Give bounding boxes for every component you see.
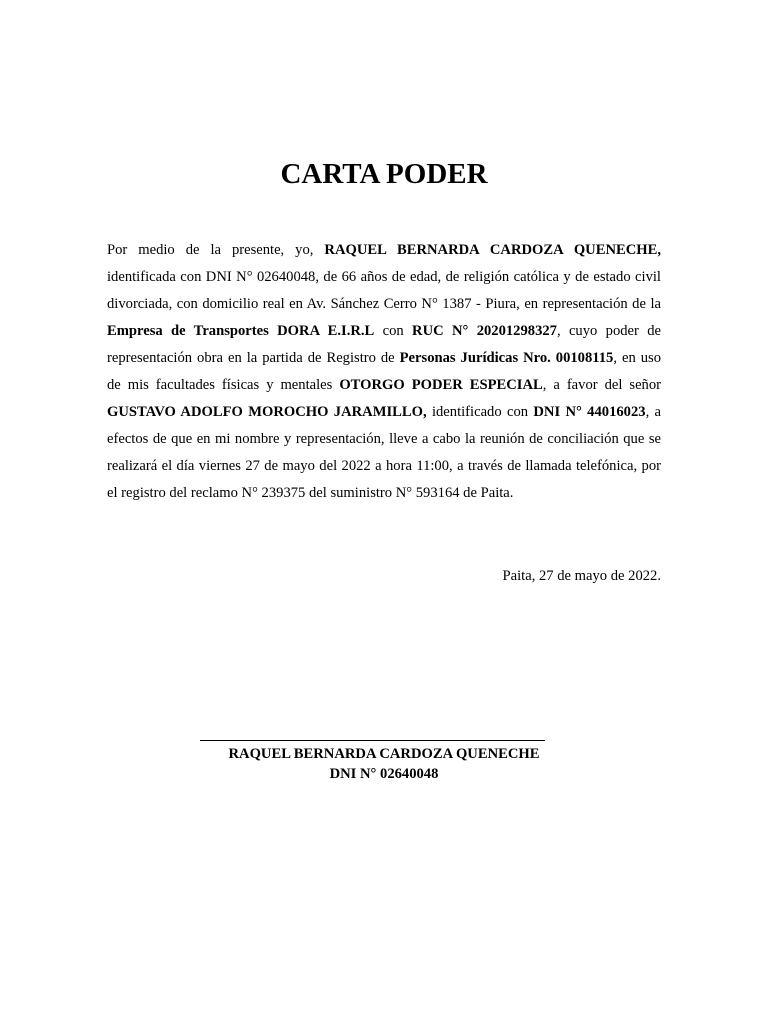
company-name: Empresa de Transportes DORA E.I.R.L bbox=[107, 323, 375, 339]
paragraph-segment: con bbox=[374, 323, 413, 339]
paragraph-segment: identificado con bbox=[426, 404, 534, 420]
signature-dni: DNI N° 02640048 bbox=[329, 766, 439, 782]
paragraph-segment: Por medio de la presente, yo, bbox=[107, 242, 325, 258]
paragraph-segment: , cuyo poder de representación obra en la partida de Registro de bbox=[107, 323, 661, 366]
power-grant-phrase: OTORGO PODER ESPECIAL bbox=[339, 377, 543, 393]
paragraph-segment: , a efectos de que en mi nombre y representación, lleve a cabo la reunión de conciliación que se realizará el día viernes 27 de mayo del 2022 a hora 11:00, a través de llamada telefónica, por el registro del reclamo N° 239375 del suministro N° 593164 de Paita. bbox=[107, 404, 662, 501]
paragraph-segment: identificada con DNI N° 02640048, de 66 años de edad, de religión católica y de estado civil divorciada, con domicilio real en Av. Sánchez Cerro N° 1387 - Piura, en representación de la bbox=[107, 269, 661, 312]
company-ruc: RUC N° 20201298327 bbox=[412, 323, 557, 339]
body-paragraph bbox=[107, 237, 661, 507]
grantee-dni: DNI N° 44016023 bbox=[533, 404, 646, 420]
registry-number: Personas Jurídicas Nro. 00108115 bbox=[399, 350, 614, 366]
paragraph-segment: , en uso de mis facultades físicas y mentales bbox=[107, 350, 661, 393]
grantee-name: GUSTAVO ADOLFO MOROCHO JARAMILLO, bbox=[107, 404, 427, 420]
document-title: CARTA PODER bbox=[280, 158, 488, 190]
document-date: Paita, 27 de mayo de 2022. bbox=[502, 568, 661, 584]
signature-line bbox=[200, 740, 545, 741]
signature-name: RAQUEL BERNARDA CARDOZA QUENECHE bbox=[228, 746, 540, 762]
paragraph-segment: , a favor del señor bbox=[542, 377, 662, 393]
grantor-name: RAQUEL BERNARDA CARDOZA QUENECHE, bbox=[324, 242, 661, 258]
